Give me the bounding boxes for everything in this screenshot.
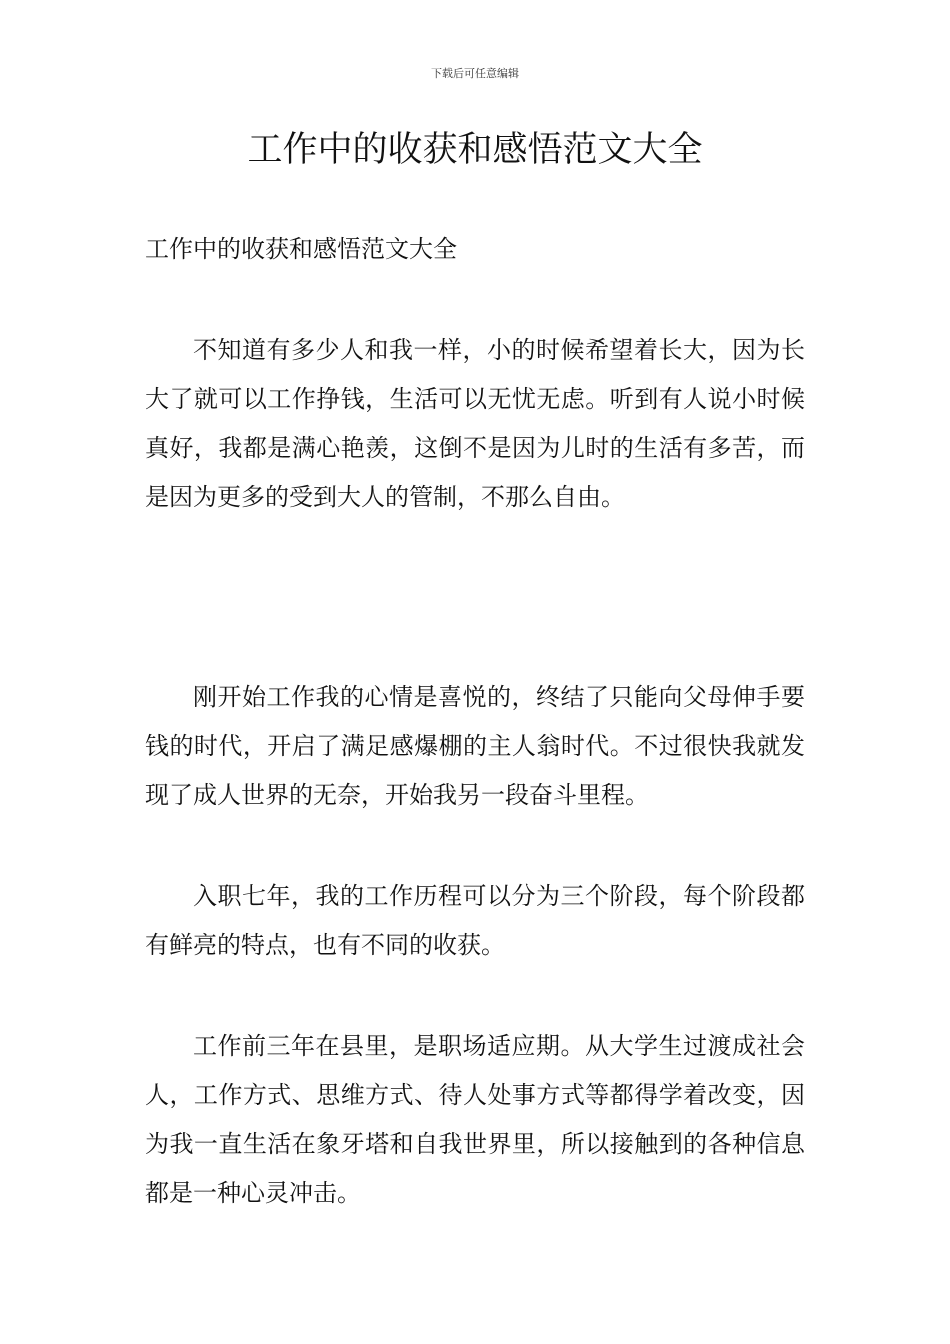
document-subtitle: 工作中的收获和感悟范文大全 bbox=[145, 235, 457, 263]
paragraph-3: 入职七年，我的工作历程可以分为三个阶段，每个阶段都有鲜亮的特点，也有不同的收获。 bbox=[145, 882, 805, 959]
header-note: 下载后可任意编辑 bbox=[431, 67, 519, 80]
paragraph-1: 不知道有多少人和我一样，小的时候希望着长大，因为长大了就可以工作挣钱，生活可以无忧无虑。听到有人说小时候真好，我都是满心艳羡，这倒不是因为儿时的生活有多苦，而是因为更多的受到大人的管制，不那么自由。 bbox=[145, 336, 805, 511]
paragraph-2: 刚开始工作我的心情是喜悦的，终结了只能向父母伸手要钱的时代，开启了满足感爆棚的主人翁时代。不过很快我就发现了成人世界的无奈，开始我另一段奋斗里程。 bbox=[145, 683, 805, 809]
paragraph-4: 工作前三年在县里，是职场适应期。从大学生过渡成社会人，工作方式、思维方式、待人处事方式等都得学着改变，因为我一直生活在象牙塔和自我世界里，所以接触到的各种信息都是一种心灵冲击。 bbox=[145, 1032, 805, 1207]
document-title: 工作中的收获和感悟范文大全 bbox=[247, 130, 703, 170]
